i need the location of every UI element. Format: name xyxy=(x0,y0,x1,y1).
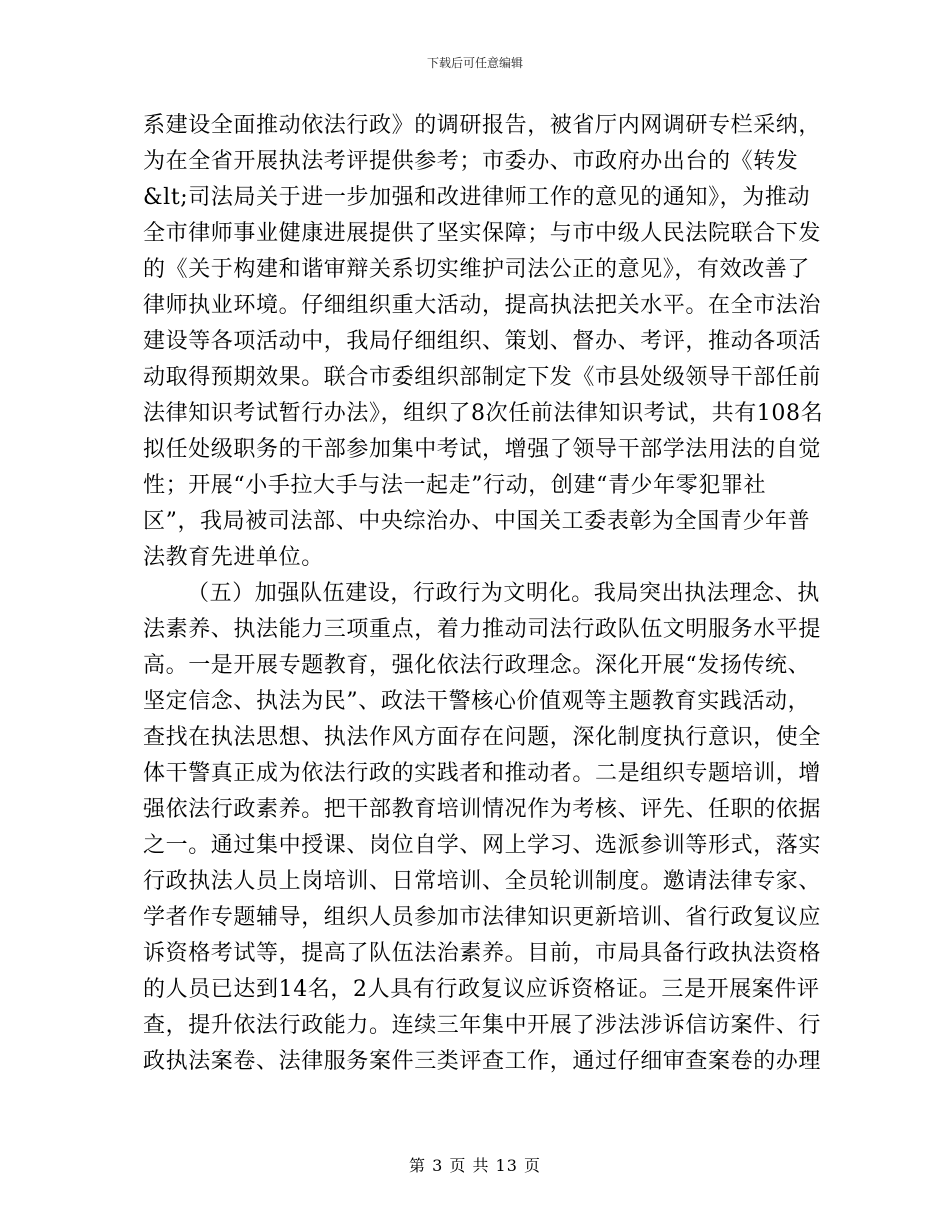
body-line: &lt;司法局关于进一步加强和改进律师工作的意见的通知》，为推动 xyxy=(143,185,811,210)
body-line: 为在全省开展执法考评提供参考；市委办、市政府办出台的《转发 xyxy=(143,149,799,174)
body-line: （五）加强队伍建设，行政行为文明化。我局突出执法理念、执 xyxy=(187,581,820,606)
body-line: 建设等各项活动中，我局仔细组织、策划、督办、考评，推动各项活 xyxy=(143,329,822,354)
body-line: 诉资格考试等，提高了队伍法治素养。目前，市局具备行政执法资格 xyxy=(143,941,822,966)
body-line: 性；开展“小手拉大手与法一起走”行动，创建“青少年零犯罪社 xyxy=(143,473,767,498)
body-line: 坚定信念、执法为民”、政法干警核心价值观等主题教育实践活动， xyxy=(143,689,811,714)
body-line: 律师执业环境。仔细组织重大活动，提高执法把关水平。在全市法治 xyxy=(143,293,822,318)
body-line: 的人员已达到14名，2人具有行政复议应诉资格证。三是开展案件评 xyxy=(143,977,820,1002)
body-line: 查，提升依法行政能力。连续三年集中开展了涉法涉诉信访案件、行 xyxy=(143,1013,822,1038)
document-body xyxy=(143,108,824,1080)
page-header: 下载后可任意编辑 xyxy=(426,56,523,70)
body-line: 全市律师事业健康进展提供了坚实保障；与市中级人民法院联合下发 xyxy=(143,221,822,246)
body-line: 高。一是开展专题教育，强化依法行政理念。深化开展“发扬传统、 xyxy=(143,653,811,678)
body-line: 法素养、执法能力三项重点，着力推动司法行政队伍文明服务水平提 xyxy=(143,617,822,642)
body-line: 政执法案卷、法律服务案件三类评查工作，通过仔细审查案卷的办理 xyxy=(143,1049,822,1074)
body-line: 学者作专题辅导，组织人员参加市法律知识更新培训、省行政复议应 xyxy=(143,905,822,930)
body-line: 系建设全面推动依法行政》的调研报告，被省厅内网调研专栏采纳， xyxy=(143,113,822,138)
body-line: 法教育先进单位。 xyxy=(143,545,324,570)
page-number-footer: 第 3 页 共 13 页 xyxy=(409,1156,541,1175)
body-line: 行政执法人员上岗培训、日常培训、全员轮训制度。邀请法律专家、 xyxy=(143,869,822,894)
body-line: 区”，我局被司法部、中央综治办、中国关工委表彰为全国青少年普 xyxy=(143,509,811,534)
body-line: 法律知识考试暂行办法》，组织了8次任前法律知识考试，共有108名 xyxy=(143,401,824,426)
body-line: 拟任处级职务的干部参加集中考试，增强了领导干部学法用法的自觉 xyxy=(143,437,822,462)
body-line: 之一。通过集中授课、岗位自学、网上学习、选派参训等形式，落实 xyxy=(143,833,822,858)
body-line: 查找在执法思想、执法作风方面存在问题，深化制度执行意识，使全 xyxy=(143,725,822,750)
body-line: 的《关于构建和谐审辩关系切实维护司法公正的意见》，有效改善了 xyxy=(143,257,811,282)
body-line: 强依法行政素养。把干部教育培训情况作为考核、评先、任职的依据 xyxy=(143,797,822,822)
body-line: 动取得预期效果。联合市委组织部制定下发《市县处级领导干部任前 xyxy=(143,365,822,390)
body-line: 体干警真正成为依法行政的实践者和推动者。二是组织专题培训，增 xyxy=(143,761,822,786)
